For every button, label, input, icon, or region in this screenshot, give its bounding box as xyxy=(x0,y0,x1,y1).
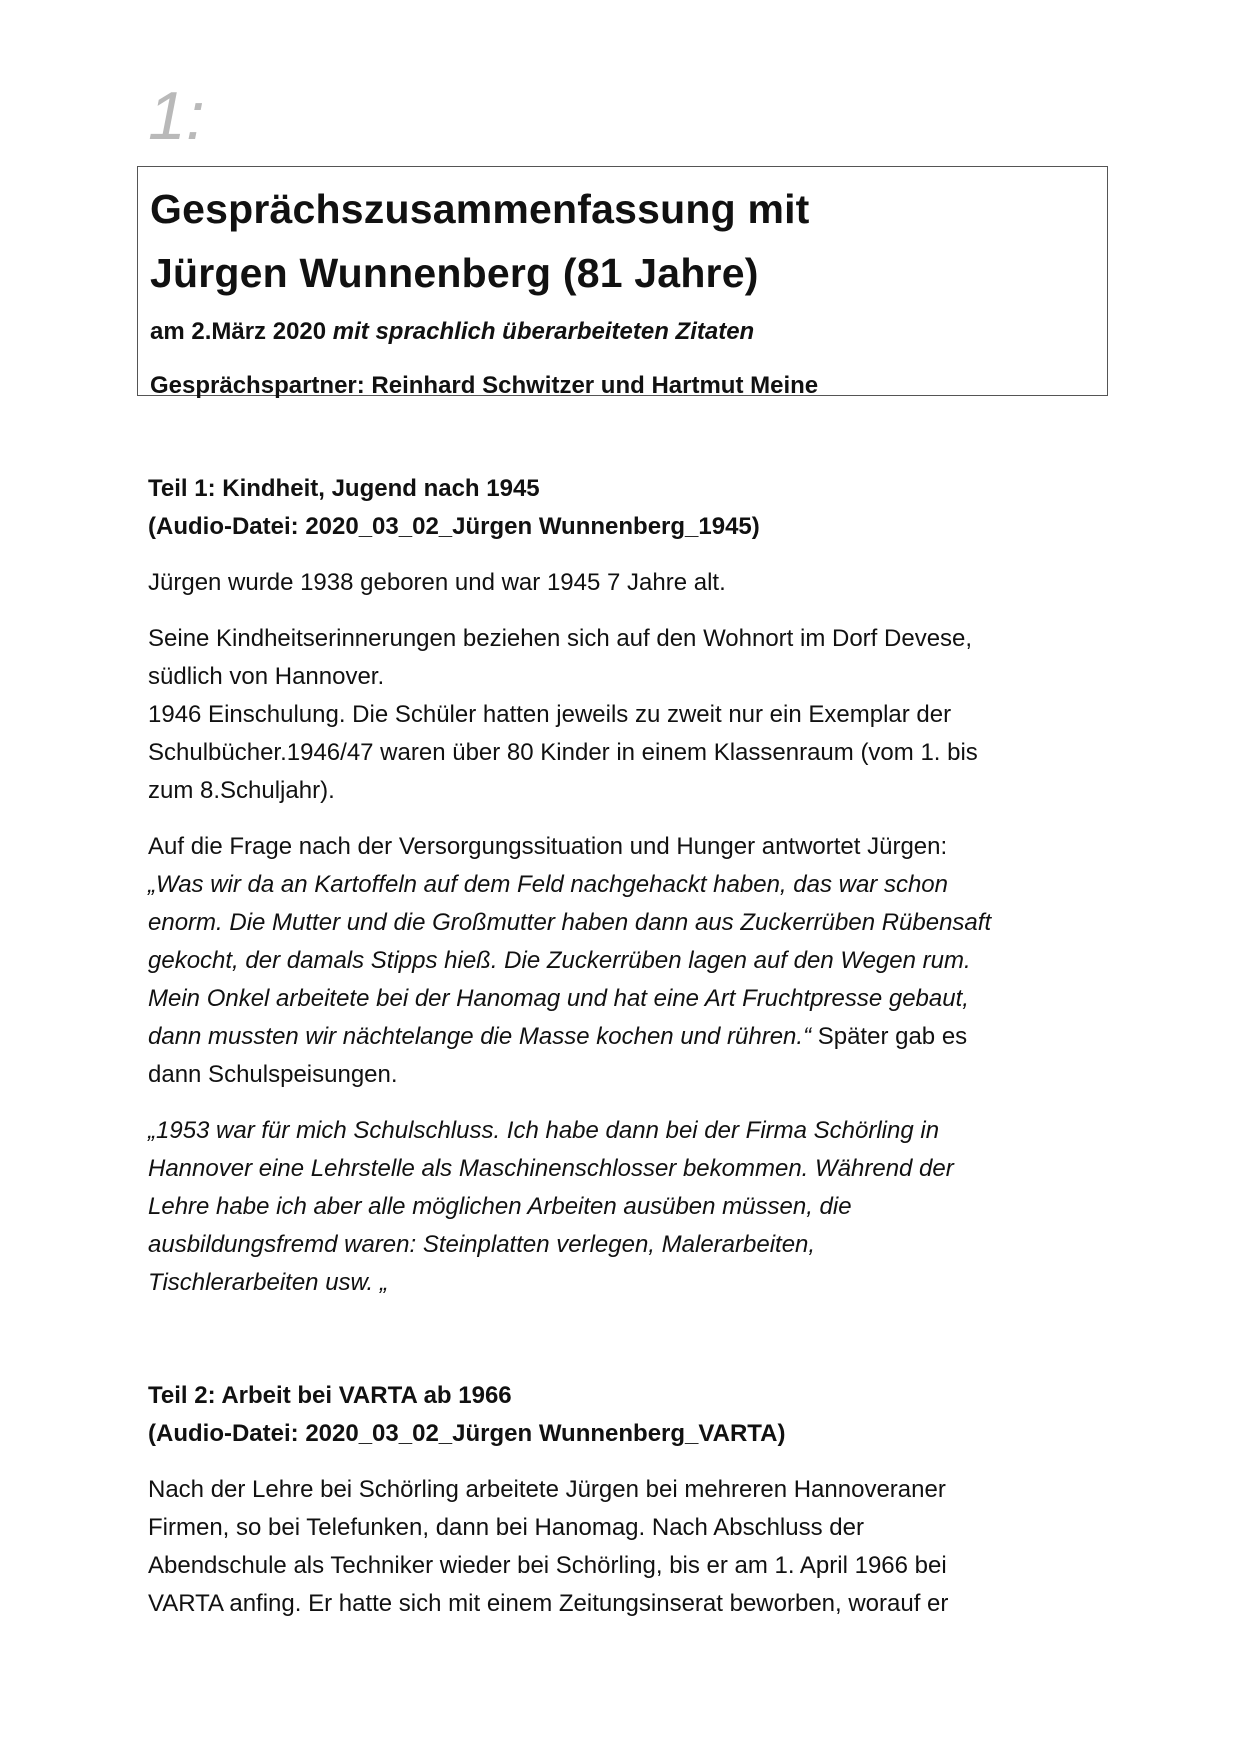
date-prefix: am 2.März 2020 xyxy=(150,318,333,345)
part1-p4-quote-line: Hannover eine Lehrstelle als Maschinenschlosser bekommen. Während der xyxy=(148,1155,954,1182)
part1-paragraph-1: Jürgen wurde 1938 geboren und war 1945 7 Jahre alt. xyxy=(148,569,726,596)
part1-p4-quote-line: „1953 war für mich Schulschluss. Ich habe dann bei der Firma Schörling in xyxy=(148,1117,940,1144)
part1-p3-quote-line: gekocht, der damals Stipps hieß. Die Zuckerrüben lagen auf den Wegen rum. xyxy=(148,947,971,974)
part1-p3-quote-line: „Was wir da an Kartoffeln auf dem Feld nachgehackt haben, das war schon xyxy=(148,871,949,898)
part1-p3-quote-line: enorm. Die Mutter und die Großmutter haben dann aus Zuckerrüben Rübensaft xyxy=(148,909,992,936)
document-title-line-1: Gesprächszusammenfassung mit xyxy=(150,186,810,232)
part1-p2-line: zum 8.Schuljahr). xyxy=(148,777,335,804)
part1-p2-line: Schulbücher.1946/47 waren über 80 Kinder in einem Klassenraum (vom 1. bis xyxy=(148,739,978,766)
part2-paragraph-1 xyxy=(148,1471,1098,1623)
document-date-line xyxy=(150,317,1107,347)
part1-p3-quote-line: Mein Onkel arbeitete bei der Hanomag und hat eine Art Fruchtpresse gebaut, xyxy=(148,985,969,1012)
part1-p2-line: Seine Kindheitserinnerungen beziehen sich auf den Wohnort im Dorf Devese, xyxy=(148,625,973,652)
conversation-partners: Gesprächspartner: Reinhard Schwitzer und Hartmut Meine xyxy=(150,372,819,399)
part1-p3-tail-line: dann Schulspeisungen. xyxy=(148,1061,398,1088)
part1-p4-quote-line: Lehre habe ich aber alle möglichen Arbeiten ausüben müssen, die xyxy=(148,1193,852,1220)
section-part-1 xyxy=(148,470,1098,1302)
part1-heading-line-1: Teil 1: Kindheit, Jugend nach 1945 xyxy=(148,475,540,502)
part1-p3-intro: Auf die Frage nach der Versorgungssituation und Hunger antwortet Jürgen: xyxy=(148,833,948,860)
section-part-2 xyxy=(148,1377,1098,1623)
part2-p1-line: Abendschule als Techniker wieder bei Schörling, bis er am 1. April 1966 bei xyxy=(148,1552,947,1579)
page-number: 1: xyxy=(148,78,205,154)
part2-p1-line: Nach der Lehre bei Schörling arbeitete Jürgen bei mehreren Hannoveraner xyxy=(148,1476,946,1503)
part1-paragraph-3 xyxy=(148,828,1098,1094)
part2-p1-line: Firmen, so bei Telefunken, dann bei Hanomag. Nach Abschluss der xyxy=(148,1514,864,1541)
part1-p3-quote-end: dann mussten wir nächtelange die Masse kochen und rühren.“ xyxy=(148,1023,812,1050)
part1-p4-quote-line: Tischlerarbeiten usw. „ xyxy=(148,1269,388,1296)
part2-heading-line-2: (Audio-Datei: 2020_03_02_Jürgen Wunnenberg_VARTA) xyxy=(148,1420,786,1447)
part2-p1-line: VARTA anfing. Er hatte sich mit einem Zeitungsinserat beworben, worauf er xyxy=(148,1590,949,1617)
part1-paragraph-4 xyxy=(148,1112,1098,1302)
part1-p2-line: 1946 Einschulung. Die Schüler hatten jeweils zu zweit nur ein Exemplar der xyxy=(148,701,952,728)
part1-p3-tail: Später gab es xyxy=(811,1023,968,1050)
document-title-line-2: Jürgen Wunnenberg (81 Jahre) xyxy=(150,250,759,296)
part1-heading-line-2: (Audio-Datei: 2020_03_02_Jürgen Wunnenberg_1945) xyxy=(148,513,760,540)
part1-p2-line: südlich von Hannover. xyxy=(148,663,385,690)
part2-heading-line-1: Teil 2: Arbeit bei VARTA ab 1966 xyxy=(148,1382,512,1409)
part1-paragraph-2 xyxy=(148,620,1098,810)
part1-p4-quote-line: ausbildungsfremd waren: Steinplatten verlegen, Malerarbeiten, xyxy=(148,1231,816,1258)
part1-p3-mixed-line xyxy=(148,1018,1098,1056)
title-box xyxy=(137,166,1108,399)
date-suffix: mit sprachlich überarbeiteten Zitaten xyxy=(332,318,755,345)
